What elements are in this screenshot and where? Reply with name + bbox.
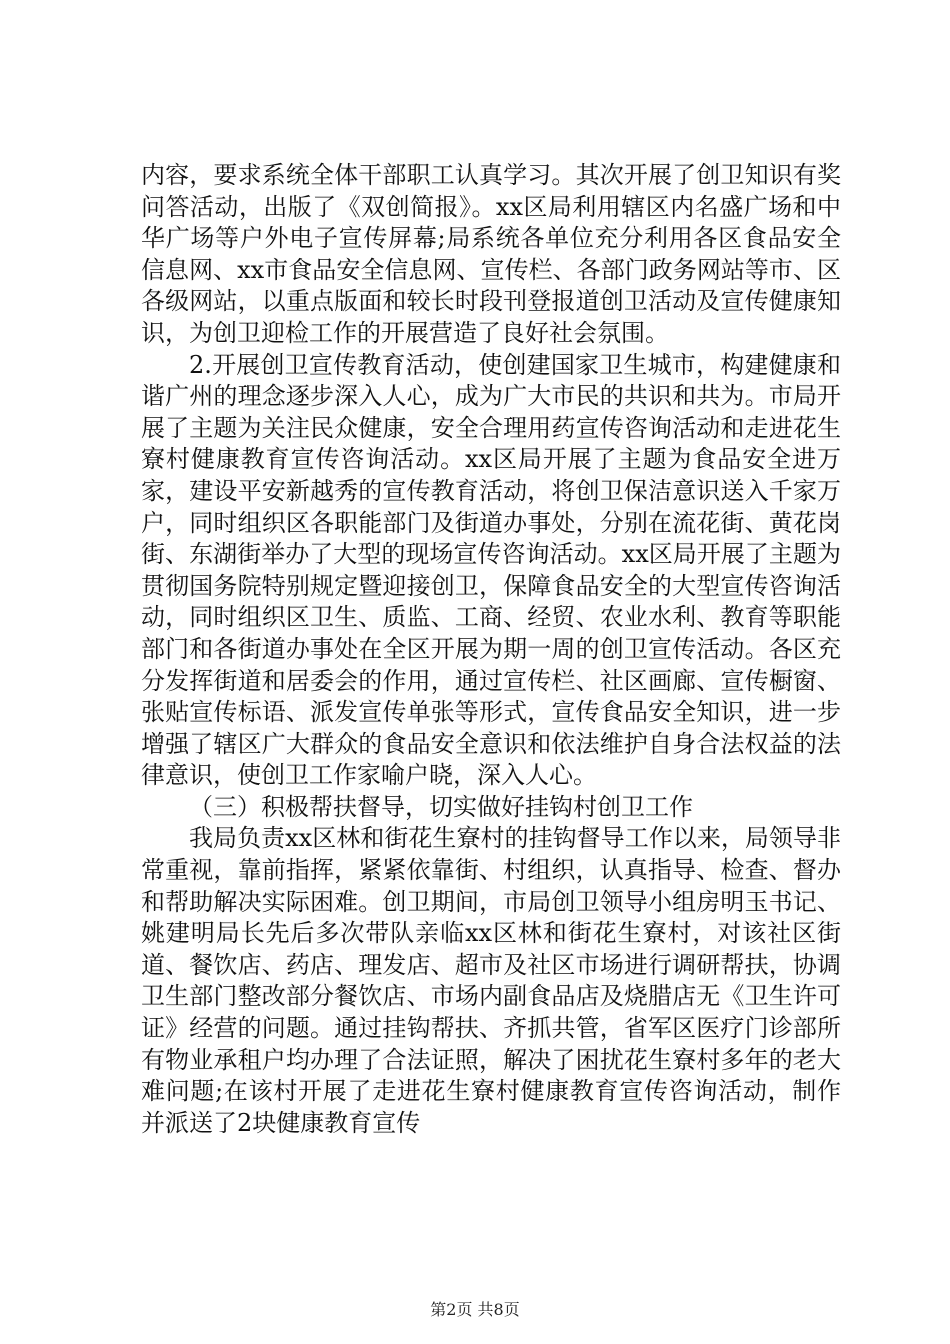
section-heading: （三）积极帮扶督导，切实做好挂钩村创卫工作 [189,792,693,821]
paragraph-3: 我局负责xx区林和街花生寮村的挂钩督导工作以来，局领导非常重视，靠前指挥，紧紧依靠街、村组织，认真指导、检查、督办和帮助解决实际困难。创卫期间，市局创卫领导小组房明玉书记、姚建明局长先后多次带队亲临xx区林和街花生寮村，对该社区街道、餐饮店、药店、理发店、超市及社区市场进行调研帮扶，协调卫生部门整改部分餐饮店、市场内副食品店及烧腊店无《卫生许可证》经营的问题。通过挂钩帮扶、齐抓共管，省军区医疗门诊部所有物业承租户均办理了合法证照，解决了困扰花生寮村多年的老大难问题;在该村开展了走进花生寮村健康教育宣传咨询活动，制作并派送了2块健康教育宣传 [141,824,841,1137]
page-footer: 第2页 共8页 [430,1300,520,1319]
paragraph-1: 内容，要求系统全体干部职工认真学习。其次开展了创卫知识有奖问答活动，出版了《双创简报》。xx区局利用辖区内名盛广场和中华广场等户外电子宣传屏幕;局系统各单位充分利用各区食品安全信息网、xx市食品安全信息网、宣传栏、各部门政务网站等市、区各级网站，以重点版面和较长时段刊登报道创卫活动及宣传健康知识，为创卫迎检工作的开展营造了良好社会氛围。 [141,161,841,347]
paragraph-2: 2.开展创卫宣传教育活动，使创建国家卫生城市，构建健康和谐广州的理念逐步深入人心，成为广大市民的共识和共为。市局开展了主题为关注民众健康，安全合理用药宣传咨询活动和走进花生寮村健康教育宣传咨询活动。xx区局开展了主题为食品安全进万家，建设平安新越秀的宣传教育活动，将创卫保洁意识送入千家万户，同时组织区各职能部门及街道办事处，分别在流花街、黄花岗街、东湖街举办了大型的现场宣传咨询活动。xx区局开展了主题为贯彻国务院特别规定暨迎接创卫，保障食品安全的大型宣传咨询活动，同时组织区卫生、质监、工商、经贸、农业水利、教育等职能部门和各街道办事处在全区开展为期一周的创卫宣传活动。各区充分发挥街道和居委会的作用，通过宣传栏、社区画廊、宣传橱窗、张贴宣传标语、派发宣传单张等形式，宣传食品安全知识，进一步增强了辖区广大群众的食品安全意识和依法维护自身合法权益的法律意识，使创卫工作家喻户晓，深入人心。 [141,350,841,790]
document-body [141,160,841,1139]
